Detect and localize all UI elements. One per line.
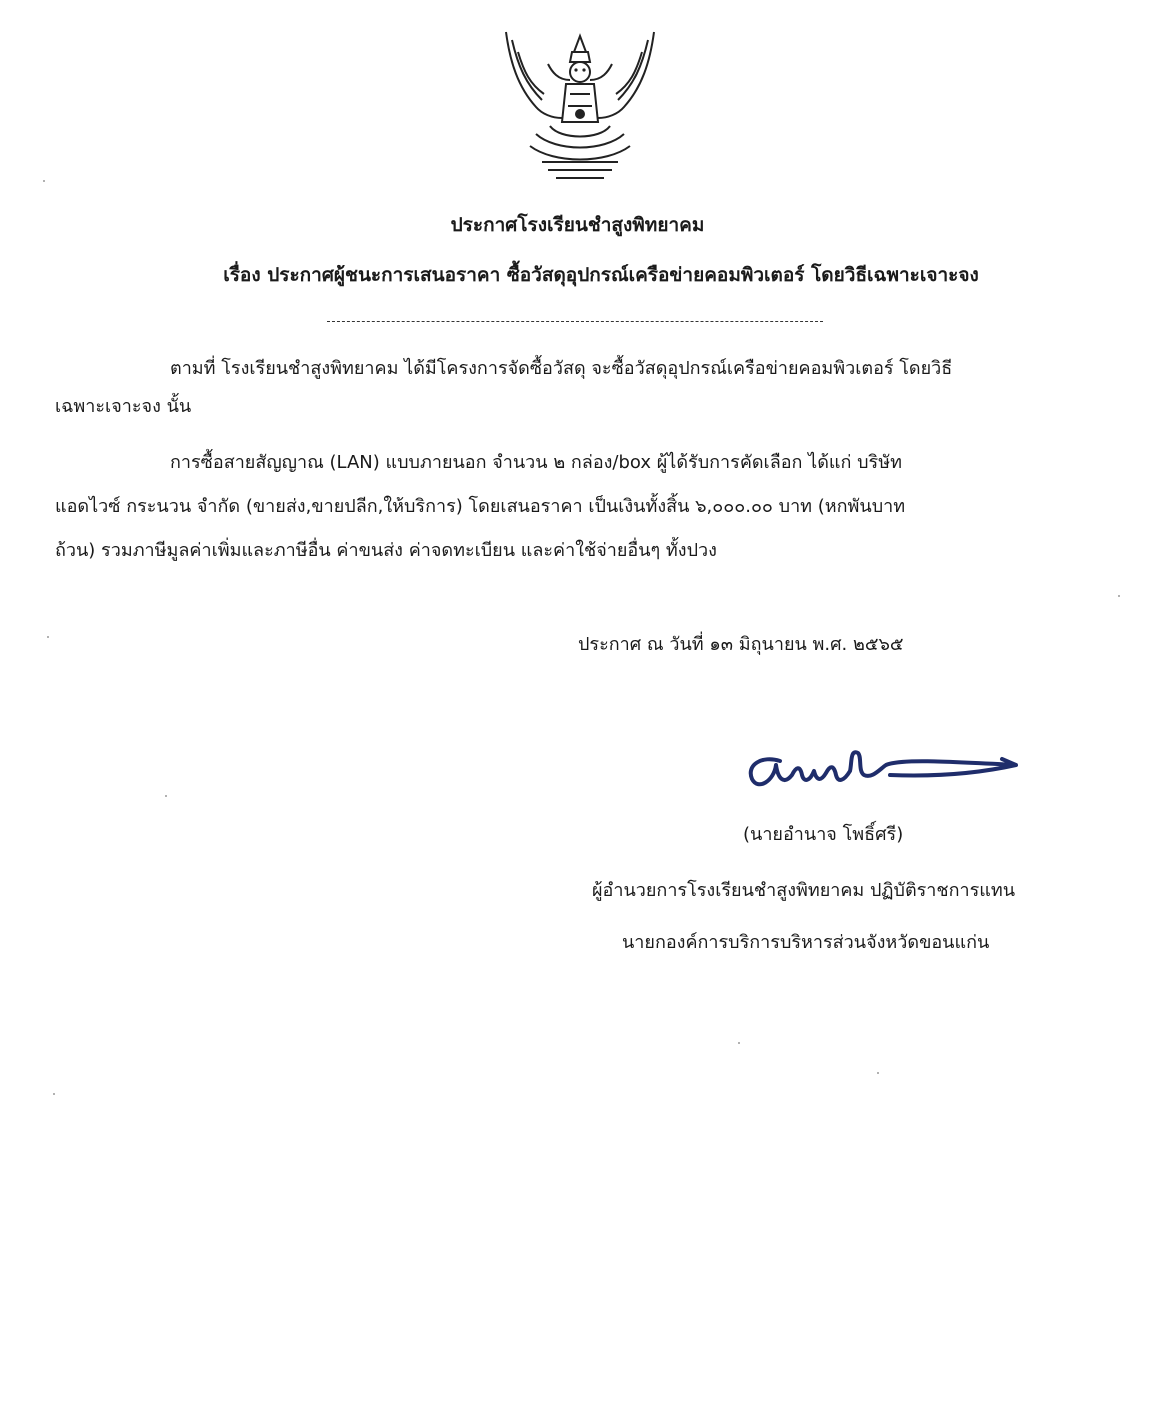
scan-speck xyxy=(1118,595,1120,597)
paragraph2-line1: การซื้อสายสัญญาณ (LAN) แบบภายนอก จำนวน ๒ กล่อง/box ผู้ได้รับการคัดเลือก ได้แก่ บริษัท xyxy=(170,452,902,473)
signer-position-line2: นายกองค์การบริการบริหารส่วนจังหวัดขอนแก่น xyxy=(622,932,990,953)
scan-speck xyxy=(43,180,45,182)
document-subject: เรื่อง ประกาศผู้ชนะการเสนอราคา ซื้อวัสดุอุปกรณ์เครือข่ายคอมพิวเตอร์ โดยวิธีเฉพาะเจาะจง xyxy=(223,264,979,286)
scan-speck xyxy=(47,636,49,638)
garuda-emblem-icon xyxy=(496,22,664,190)
signature-icon xyxy=(740,735,1025,795)
scan-speck xyxy=(165,795,167,797)
document-title: ประกาศโรงเรียนชำสูงพิทยาคม xyxy=(450,214,705,236)
signer-position-line1: ผู้อำนวยการโรงเรียนชำสูงพิทยาคม ปฏิบัติราชการแทน xyxy=(592,880,1016,901)
announce-date: ประกาศ ณ วันที่ ๑๓ มิถุนายน พ.ศ. ๒๕๖๕ xyxy=(578,634,904,655)
paragraph2-line3: ถ้วน) รวมภาษีมูลค่าเพิ่มและภาษีอื่น ค่าขนส่ง ค่าจดทะเบียน และค่าใช้จ่ายอื่นๆ ทั้งปวง xyxy=(55,540,717,561)
paragraph1-line1: ตามที่ โรงเรียนชำสูงพิทยาคม ได้มีโครงการจัดซื้อวัสดุ จะซื้อวัสดุอุปกรณ์เครือข่ายคอมพิวเตอร์ โดยวิธี xyxy=(170,358,953,379)
scan-speck xyxy=(53,1093,55,1095)
scan-speck xyxy=(877,1072,879,1074)
signer-name: (นายอำนาจ โพธิ์ศรี) xyxy=(743,824,904,845)
scan-speck xyxy=(738,1042,740,1044)
paragraph2-line2: แอดไวซ์ กระนวน จำกัด (ขายส่ง,ขายปลีก,ให้บริการ) โดยเสนอราคา เป็นเงินทั้งสิ้น ๖,๐๐๐.๐๐ บาท (หกพันบาท xyxy=(55,496,906,517)
divider xyxy=(327,321,823,322)
paragraph1-line2: เฉพาะเจาะจง นั้น xyxy=(55,396,192,417)
